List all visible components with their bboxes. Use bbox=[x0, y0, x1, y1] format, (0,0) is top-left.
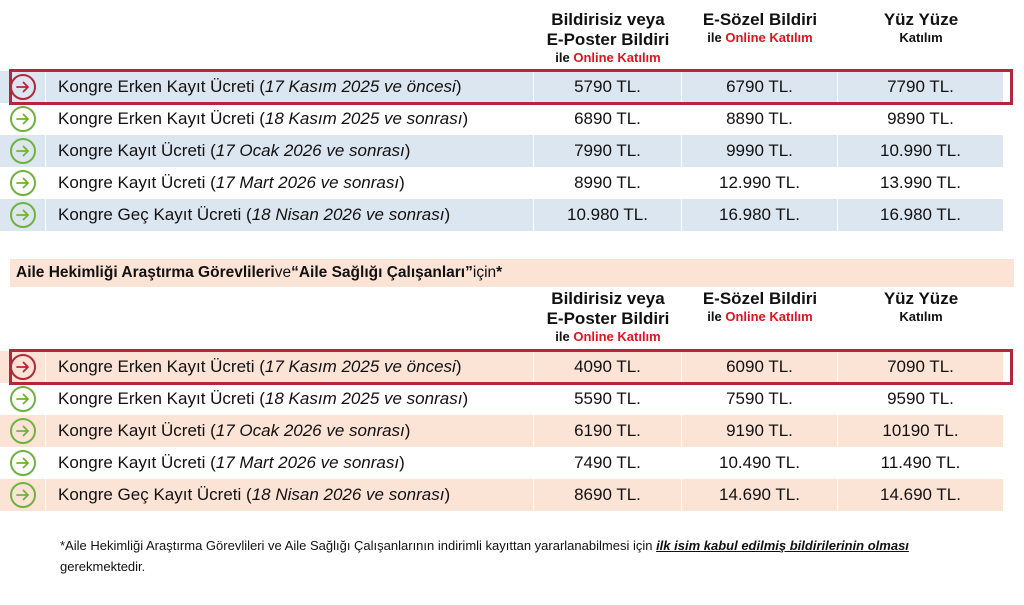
price-inperson: 10190 TL. bbox=[838, 415, 1004, 447]
row-arrow-cell[interactable] bbox=[0, 103, 46, 135]
price-inperson: 16.980 TL. bbox=[838, 199, 1004, 231]
table-row[interactable] bbox=[0, 103, 1004, 135]
price-poster: 7990 TL. bbox=[534, 135, 682, 167]
price-poster: 7490 TL. bbox=[534, 447, 682, 479]
col-header-inperson: Yüz Yüze Katılım bbox=[883, 10, 959, 45]
col-header-poster: Bildirisiz veya E-Poster Bildiri ile Online Katılım bbox=[546, 289, 670, 344]
table-row[interactable] bbox=[0, 479, 1004, 511]
row-arrow-cell[interactable] bbox=[0, 479, 46, 511]
fee-label: Kongre Erken Kayıt Ücreti ( 18 Kasım 2025 ve sonrası ) bbox=[46, 103, 534, 135]
col-header-oral: E-Sözel Bildiri ile Online Katılım bbox=[702, 289, 818, 324]
row-arrow-cell[interactable] bbox=[0, 351, 46, 383]
table-row[interactable] bbox=[0, 71, 1004, 103]
table-row[interactable] bbox=[0, 447, 1004, 479]
row-arrow-cell[interactable] bbox=[0, 135, 46, 167]
fee-label: Kongre Kayıt Ücreti ( 17 Ocak 2026 ve sonrası ) bbox=[46, 135, 534, 167]
arrow-right-circle-icon[interactable] bbox=[10, 482, 36, 508]
price-inperson: 7090 TL. bbox=[838, 351, 1004, 383]
table-row[interactable] bbox=[0, 415, 1004, 447]
price-oral: 8890 TL. bbox=[682, 103, 838, 135]
table-row[interactable] bbox=[0, 135, 1004, 167]
price-poster: 5790 TL. bbox=[534, 71, 682, 103]
row-arrow-cell[interactable] bbox=[0, 447, 46, 479]
table-row[interactable] bbox=[0, 351, 1004, 383]
fee-label: Kongre Geç Kayıt Ücreti ( 18 Nisan 2026 ve sonrası ) bbox=[46, 479, 534, 511]
table-row[interactable] bbox=[0, 383, 1004, 415]
arrow-right-circle-icon[interactable] bbox=[10, 106, 36, 132]
price-inperson: 7790 TL. bbox=[838, 71, 1004, 103]
section2-title: Aile Hekimliği Araştırma Görevlileri ve “Aile Sağlığı Çalışanları” için * bbox=[10, 259, 1014, 287]
col-header-oral: E-Sözel Bildiri ile Online Katılım bbox=[702, 10, 818, 45]
price-oral: 12.990 TL. bbox=[682, 167, 838, 199]
price-oral: 6790 TL. bbox=[682, 71, 838, 103]
col-header-inperson: Yüz Yüze Katılım bbox=[883, 289, 959, 324]
fee-label: Kongre Erken Kayıt Ücreti ( 17 Kasım 2025 ve öncesi ) bbox=[46, 71, 534, 103]
price-poster: 6890 TL. bbox=[534, 103, 682, 135]
price-inperson: 9590 TL. bbox=[838, 383, 1004, 415]
table2-header bbox=[534, 289, 1004, 345]
arrow-right-circle-icon[interactable] bbox=[10, 74, 36, 100]
price-oral: 9190 TL. bbox=[682, 415, 838, 447]
price-oral: 10.490 TL. bbox=[682, 447, 838, 479]
price-poster: 5590 TL. bbox=[534, 383, 682, 415]
table1-header bbox=[534, 10, 1004, 66]
price-inperson: 11.490 TL. bbox=[838, 447, 1004, 479]
price-inperson: 14.690 TL. bbox=[838, 479, 1004, 511]
row-arrow-cell[interactable] bbox=[0, 199, 46, 231]
price-oral: 9990 TL. bbox=[682, 135, 838, 167]
row-arrow-cell[interactable] bbox=[0, 383, 46, 415]
price-oral: 6090 TL. bbox=[682, 351, 838, 383]
fee-label: Kongre Kayıt Ücreti ( 17 Mart 2026 ve sonrası ) bbox=[46, 167, 534, 199]
fee-label: Kongre Erken Kayıt Ücreti ( 18 Kasım 2025 ve sonrası ) bbox=[46, 383, 534, 415]
price-inperson: 9890 TL. bbox=[838, 103, 1004, 135]
fee-label: Kongre Kayıt Ücreti ( 17 Mart 2026 ve sonrası ) bbox=[46, 447, 534, 479]
price-oral: 7590 TL. bbox=[682, 383, 838, 415]
price-inperson: 10.990 TL. bbox=[838, 135, 1004, 167]
arrow-right-circle-icon[interactable] bbox=[10, 138, 36, 164]
row-arrow-cell[interactable] bbox=[0, 71, 46, 103]
price-poster: 6190 TL. bbox=[534, 415, 682, 447]
arrow-right-circle-icon[interactable] bbox=[10, 170, 36, 196]
arrow-right-circle-icon[interactable] bbox=[10, 202, 36, 228]
price-oral: 16.980 TL. bbox=[682, 199, 838, 231]
price-inperson: 13.990 TL. bbox=[838, 167, 1004, 199]
col-header-poster: Bildirisiz veya E-Poster Bildiri ile Online Katılım bbox=[546, 10, 670, 65]
arrow-right-circle-icon[interactable] bbox=[10, 354, 36, 380]
arrow-right-circle-icon[interactable] bbox=[10, 386, 36, 412]
table-row[interactable] bbox=[0, 199, 1004, 231]
price-poster: 8690 TL. bbox=[534, 479, 682, 511]
arrow-right-circle-icon[interactable] bbox=[10, 418, 36, 444]
row-arrow-cell[interactable] bbox=[0, 415, 46, 447]
fee-label: Kongre Geç Kayıt Ücreti ( 18 Nisan 2026 ve sonrası ) bbox=[46, 199, 534, 231]
price-poster: 10.980 TL. bbox=[534, 199, 682, 231]
table-row[interactable] bbox=[0, 167, 1004, 199]
fee-label: Kongre Erken Kayıt Ücreti ( 17 Kasım 2025 ve öncesi ) bbox=[46, 351, 534, 383]
row-arrow-cell[interactable] bbox=[0, 167, 46, 199]
price-oral: 14.690 TL. bbox=[682, 479, 838, 511]
fee-label: Kongre Kayıt Ücreti ( 17 Ocak 2026 ve sonrası ) bbox=[46, 415, 534, 447]
price-poster: 4090 TL. bbox=[534, 351, 682, 383]
footnote: *Aile Hekimliği Araştırma Görevlileri ve Aile Sağlığı Çalışanlarının indirimli kayıttan yararlanabilmesi için ilk isim kabul edilmiş bildirilerinin olması gerekmektedir. bbox=[60, 538, 909, 574]
price-poster: 8990 TL. bbox=[534, 167, 682, 199]
arrow-right-circle-icon[interactable] bbox=[10, 450, 36, 476]
